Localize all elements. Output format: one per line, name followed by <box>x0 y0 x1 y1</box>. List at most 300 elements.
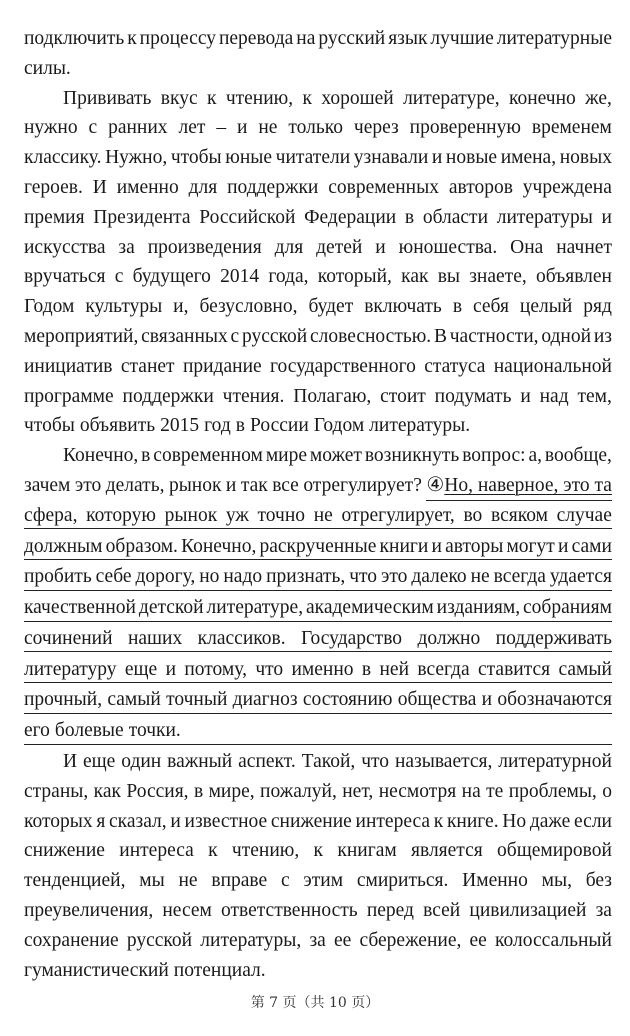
word: год <box>204 415 231 437</box>
word: интереса <box>119 840 194 862</box>
word: детской <box>138 597 204 619</box>
word: лет <box>178 117 206 139</box>
word: гуманистический <box>24 959 169 981</box>
word: мы, <box>541 870 572 892</box>
word: самый <box>107 689 161 711</box>
word: уж <box>225 504 249 526</box>
word: подумать <box>434 385 512 407</box>
word: классиков. <box>197 627 286 649</box>
word: а, <box>528 445 542 467</box>
word: что <box>255 658 284 680</box>
word: Федерации <box>304 206 397 228</box>
word: силы. <box>24 57 71 79</box>
word: еще <box>124 658 158 680</box>
word: могут <box>506 535 555 557</box>
word: мире, <box>208 780 255 802</box>
word: мы <box>139 870 165 892</box>
word: о <box>602 780 612 802</box>
word: чтению, <box>225 87 294 109</box>
word: процессу <box>139 28 216 49</box>
word: отрегулирует, <box>341 504 455 526</box>
word: его <box>24 720 50 742</box>
word: общества <box>397 689 477 711</box>
word: проверенную <box>409 117 521 139</box>
word: поддержки <box>227 176 319 198</box>
word: в <box>361 658 372 680</box>
word: частности, <box>449 325 539 347</box>
text-line <box>24 411 612 441</box>
word: нет, <box>342 780 374 802</box>
text-line <box>24 836 612 866</box>
word: авторов <box>448 176 513 198</box>
word: точно <box>257 504 306 526</box>
text-line <box>24 471 612 501</box>
word: качественной <box>24 597 136 619</box>
word: и <box>170 810 181 832</box>
word: должным <box>24 535 103 557</box>
word: не <box>258 117 278 139</box>
word: я <box>96 810 106 832</box>
word: сбережение, <box>359 929 462 951</box>
word: в <box>141 445 151 467</box>
word: нужно <box>24 117 78 139</box>
word: как <box>401 266 429 288</box>
text-line <box>24 501 612 530</box>
word: ней <box>379 658 410 680</box>
text-line <box>24 593 612 622</box>
word: колоссальный <box>495 929 612 951</box>
word: должно <box>417 627 481 649</box>
word: известное <box>184 810 268 832</box>
word: в <box>235 415 245 437</box>
word: инициатив <box>24 355 113 377</box>
word: отрегулирует? <box>303 474 422 496</box>
word: признать, <box>266 566 346 588</box>
word: ставится <box>478 658 551 680</box>
paragraph-p3 <box>24 441 612 745</box>
word: только <box>288 117 343 139</box>
word: знаете, <box>469 266 527 288</box>
word: книге. <box>446 810 499 832</box>
word: перед <box>366 899 414 921</box>
word: лучшие <box>430 28 494 49</box>
word: национальной <box>493 355 612 377</box>
text-line <box>24 685 612 714</box>
word: аспект. <box>238 751 296 772</box>
word: к <box>433 810 444 832</box>
word: дорогу, <box>135 566 196 588</box>
word: литературе, <box>403 87 500 109</box>
word: для <box>274 236 304 258</box>
word: делать, <box>105 474 165 496</box>
word: важный <box>167 751 233 772</box>
document-page <box>24 24 612 985</box>
word: чтобы <box>170 147 222 169</box>
word: учреждена <box>522 176 612 198</box>
word: И <box>63 751 78 772</box>
word: что <box>361 751 390 772</box>
word: новые <box>445 147 498 169</box>
word: целый <box>519 296 573 318</box>
word: включать <box>364 296 442 318</box>
word: будущего <box>132 266 211 288</box>
word: вручаться <box>24 266 106 288</box>
word: чтобы <box>24 415 75 437</box>
word: даже <box>529 810 571 832</box>
word: вы <box>437 266 460 288</box>
word: за <box>118 236 135 258</box>
word: безусловно, <box>199 296 298 318</box>
text-line <box>24 203 612 233</box>
word: с <box>88 117 98 139</box>
word: Полагаю, <box>293 385 372 407</box>
word: и <box>481 689 493 711</box>
text-line <box>24 84 612 114</box>
word: связанных <box>141 325 228 347</box>
word: этим <box>303 870 344 892</box>
word: зачем <box>24 474 71 496</box>
word: Президента <box>93 206 191 228</box>
word: так <box>240 474 268 496</box>
word: культуры <box>85 296 163 318</box>
word: не <box>178 870 198 892</box>
word: Россия, <box>126 780 189 802</box>
word: сохранение <box>24 929 119 951</box>
paragraph-p4 <box>24 747 612 985</box>
text-line <box>24 777 612 807</box>
word: же, <box>585 87 612 109</box>
text-line <box>24 956 612 986</box>
word: искусства <box>24 236 106 258</box>
word: юношества. <box>398 236 498 258</box>
word: чтению, <box>231 840 300 862</box>
word: сфера, <box>24 504 78 526</box>
word: из <box>593 325 612 347</box>
word: начнет <box>556 236 612 258</box>
word: страны, <box>24 780 89 802</box>
word: поддерживать <box>495 627 612 649</box>
word: для <box>188 176 218 198</box>
word: вопрос: <box>462 445 526 467</box>
word: всегда <box>417 658 470 680</box>
word: статуса <box>424 355 486 377</box>
word: ранних <box>108 117 168 139</box>
word: болевые <box>54 720 124 742</box>
word: В <box>433 325 447 347</box>
word: именно <box>291 658 354 680</box>
word: тем, <box>577 385 612 407</box>
word: в <box>193 780 204 802</box>
word: является <box>411 840 483 862</box>
word: и <box>558 535 569 557</box>
word: мероприятий, <box>24 325 139 347</box>
word: читатели <box>275 147 351 169</box>
word: на <box>296 28 316 49</box>
word: станет <box>120 355 175 377</box>
word: литературные <box>496 28 612 49</box>
word: вообще, <box>544 445 612 467</box>
word: временем <box>531 117 612 139</box>
word: раскрученные <box>259 535 377 557</box>
page-number-footer: 第 7 页（共 10 页） <box>250 995 380 1011</box>
word: за <box>595 899 612 921</box>
word: одной <box>541 325 592 347</box>
word: язык <box>388 28 428 49</box>
word: литературы <box>496 206 593 228</box>
word: и <box>431 535 442 557</box>
word: и <box>237 117 248 139</box>
word: русский <box>318 28 386 49</box>
word: случае <box>556 504 612 526</box>
word: поддержки <box>122 385 214 407</box>
word: потому, <box>184 658 247 680</box>
text-line <box>24 716 612 745</box>
word: и <box>225 474 237 496</box>
word: пробить <box>24 566 92 588</box>
word: к <box>313 840 324 862</box>
word: конечно <box>508 87 576 109</box>
word: всяком <box>491 504 548 526</box>
word: будет <box>308 296 354 318</box>
text-line <box>24 866 612 896</box>
word: литературной <box>498 751 612 772</box>
word: состоянию <box>302 689 393 711</box>
word: смириться. <box>356 870 449 892</box>
word: Конечно, <box>181 535 257 557</box>
word: книгам <box>337 840 397 862</box>
word: хорошей <box>321 87 394 109</box>
word: вправе <box>211 870 268 892</box>
circled-number-marker: ④ <box>426 471 445 496</box>
word: ее <box>469 929 487 951</box>
word: и, <box>173 296 189 318</box>
word: те <box>486 780 504 802</box>
word: перевода <box>218 28 294 49</box>
text-line <box>24 143 612 173</box>
word: произведения <box>147 236 262 258</box>
word: образом. <box>105 535 178 557</box>
word: программе <box>24 385 114 407</box>
word: стоит <box>380 385 426 407</box>
word: Российской <box>199 206 296 228</box>
word: диагноз <box>232 689 298 711</box>
word: русской <box>126 929 193 951</box>
word: юные <box>225 147 273 169</box>
word: самый <box>558 658 612 680</box>
word: новых <box>559 147 612 169</box>
word: 2014 <box>220 266 260 288</box>
word: точки. <box>128 720 181 742</box>
word: рынок <box>164 504 218 526</box>
word: современном <box>153 445 263 467</box>
word: точный <box>166 689 228 711</box>
word: героев. <box>24 176 83 198</box>
word: чтения. <box>222 385 285 407</box>
word: тенденцией, <box>24 870 126 892</box>
text-line <box>24 352 612 382</box>
word: сами <box>571 535 612 557</box>
word: Годом <box>24 296 75 318</box>
word: области <box>422 206 489 228</box>
word: ответственность <box>221 899 358 921</box>
word: – <box>216 117 227 139</box>
text-line <box>24 262 612 292</box>
text-line <box>24 54 612 84</box>
word: в <box>452 296 463 318</box>
word: далеко <box>411 566 467 588</box>
word: ее <box>333 929 352 951</box>
word: несмотря <box>378 780 457 802</box>
word: удается <box>549 566 612 588</box>
word: еще <box>83 751 116 772</box>
text-line <box>24 382 612 412</box>
word: и <box>520 385 531 407</box>
text-line <box>24 532 612 561</box>
word: классику. <box>24 147 102 169</box>
text-line <box>24 233 612 263</box>
word: именно <box>116 176 179 198</box>
word: премия <box>24 206 85 228</box>
word: авторы <box>445 535 504 557</box>
underlined-text: Но, наверное, это та <box>444 474 612 496</box>
text-line <box>24 562 612 591</box>
text-line <box>24 624 612 653</box>
word: рынок <box>168 474 222 496</box>
word: Именно <box>462 870 528 892</box>
word: преувеличения, <box>24 899 154 921</box>
word: мире <box>265 445 307 467</box>
word: может <box>309 445 362 467</box>
word: в <box>404 206 415 228</box>
word: Годом <box>313 415 365 437</box>
word: снижение <box>24 840 105 862</box>
word: объявить <box>79 415 156 437</box>
word: современных <box>328 176 439 198</box>
text-line <box>24 441 612 471</box>
word: Конечно, <box>63 445 139 467</box>
word: и <box>165 658 176 680</box>
word: называется, <box>394 751 493 772</box>
word: цивилизацией <box>469 899 587 921</box>
word: это <box>74 474 102 496</box>
word: над <box>539 385 569 407</box>
text-line <box>24 807 612 837</box>
word: Но <box>502 810 527 832</box>
word: объявлен <box>535 266 612 288</box>
paragraph-p2 <box>24 84 612 442</box>
word: все <box>272 474 299 496</box>
word: на <box>461 780 481 802</box>
word: всей <box>423 899 461 921</box>
word: и <box>375 236 386 258</box>
word: потенциал. <box>173 959 266 981</box>
word: через <box>353 117 399 139</box>
word: государственного <box>270 355 416 377</box>
word: себе <box>95 566 132 588</box>
word: без <box>585 870 612 892</box>
word: не <box>313 504 333 526</box>
word: с <box>114 266 124 288</box>
word: академическим <box>306 597 434 619</box>
word: как <box>93 780 121 802</box>
word: к <box>127 28 137 49</box>
word: и <box>601 206 612 228</box>
text-line <box>24 655 612 684</box>
word: литературы. <box>369 415 471 437</box>
word: словесностью. <box>309 325 432 347</box>
word: с <box>280 870 290 892</box>
text-line <box>24 113 612 143</box>
word: возникнуть <box>364 445 460 467</box>
word: вкус <box>160 87 198 109</box>
word: литературе, <box>206 597 304 619</box>
word: Такой, <box>301 751 356 772</box>
word: книги <box>379 535 429 557</box>
word: Государство <box>300 627 403 649</box>
word: России <box>250 415 309 437</box>
word: себя <box>473 296 509 318</box>
text-line <box>24 173 612 203</box>
word: пожалуй, <box>260 780 337 802</box>
word: прочный, <box>24 689 103 711</box>
word: за <box>309 929 326 951</box>
word: который, <box>317 266 392 288</box>
word: детей <box>316 236 363 258</box>
word: подключить <box>24 28 125 49</box>
word: литературу <box>24 658 117 680</box>
word: к <box>208 840 218 862</box>
word: интереса <box>355 810 431 832</box>
word: Она <box>510 236 544 258</box>
word: и <box>431 147 443 169</box>
word: собраниям <box>523 597 612 619</box>
word: к <box>302 87 312 109</box>
word: изданиям, <box>436 597 521 619</box>
word: надо <box>223 566 263 588</box>
word: которых <box>24 810 93 832</box>
word: придание <box>182 355 262 377</box>
word: ряд <box>583 296 612 318</box>
word: это <box>380 566 408 588</box>
text-line <box>24 322 612 352</box>
word: проблемы, <box>508 780 597 802</box>
word: один <box>121 751 162 772</box>
word: которую <box>86 504 156 526</box>
word: не <box>470 566 490 588</box>
word: что <box>349 566 378 588</box>
word: всегда <box>493 566 546 588</box>
word: года, <box>268 266 309 288</box>
word: но <box>199 566 220 588</box>
word: Прививать <box>63 87 152 109</box>
word: И <box>92 176 107 198</box>
word: сказал, <box>109 810 167 832</box>
underlined-segment <box>426 471 612 501</box>
word: с <box>230 325 240 347</box>
word: имена, <box>500 147 557 169</box>
word: если <box>574 810 612 832</box>
word: несем <box>162 899 212 921</box>
word: наших <box>127 627 183 649</box>
word: сочинений <box>24 627 113 649</box>
word: русской <box>241 325 308 347</box>
text-line <box>24 926 612 956</box>
text-line <box>24 292 612 322</box>
word: узнавали <box>353 147 429 169</box>
text-line <box>24 896 612 926</box>
word: общемировой <box>497 840 612 862</box>
word: 2015 <box>160 415 200 437</box>
